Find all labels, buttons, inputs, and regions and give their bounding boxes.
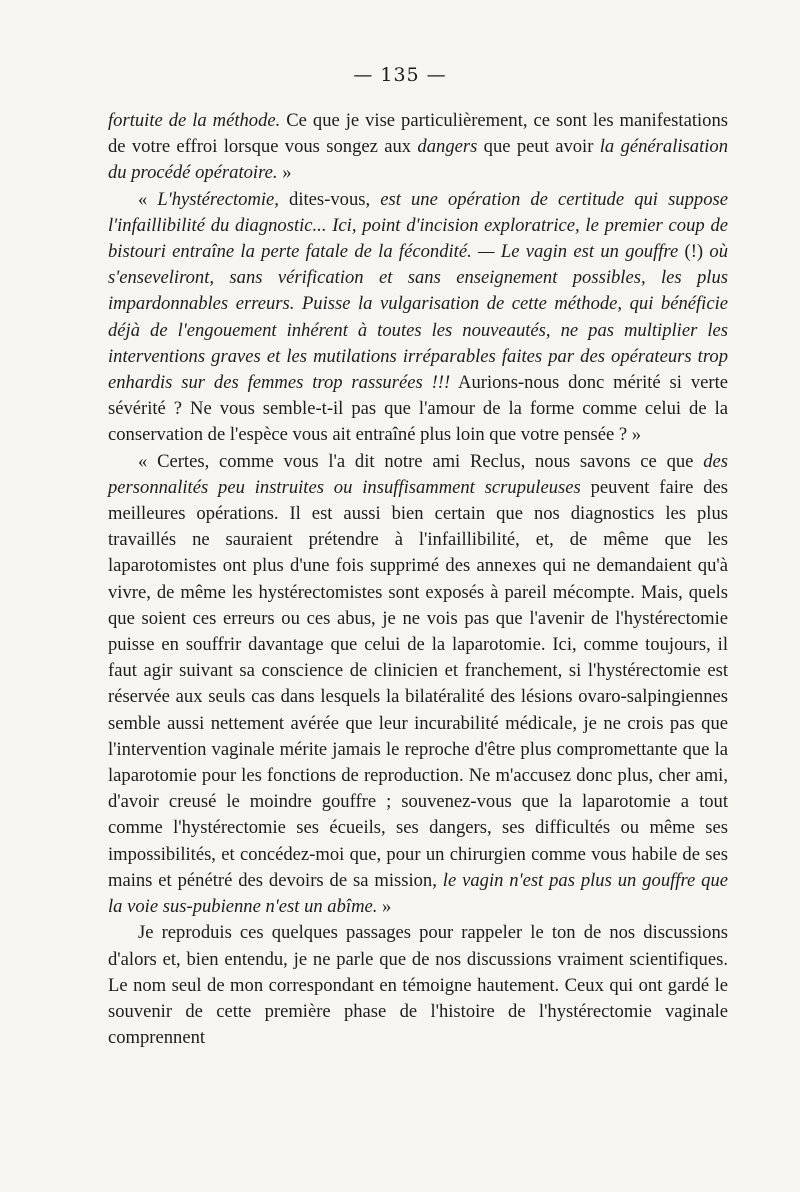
text-span: Ce que je vise particulièrement, ce sont les manifestations de votre effroi lorsque vous songez aux: [108, 110, 728, 158]
paragraph: [108, 187, 728, 449]
text-span: Aurions-nous donc mérité si verte sévérité ? Ne vous semble-t-il pas que l'amour de la forme comme celui de la conservation de l'espèce vous ait entraîné plus loin que votre pensée ? »: [108, 372, 728, 446]
paragraph: [108, 449, 728, 921]
text-span: «: [138, 188, 158, 210]
paragraph: [108, 920, 728, 1051]
text-italic: dangers: [417, 136, 478, 158]
text-italic: la généralisation du procédé opératoire.: [108, 136, 728, 184]
body-text: [108, 108, 728, 1051]
text-span: que peut avoir: [477, 136, 600, 158]
text-span: « Certes, comme vous l'a dit notre ami Reclus, nous savons ce que: [138, 450, 704, 472]
text-span: peuvent faire des meilleures opérations. Il est aussi bien certain que nos diagnostics les plus travaillés ne sauraient prétendre à l'infaillibilité, et, de même que les laparotomistes ont plus d'une fois supprimé des annexes qui ne demandaient qu'à vivre, de même les hystérectomistes sont exposés à pareil mécompte. Mais, quels que soient ces erreurs ou ces abus, je ne vois pas que l'avenir de l'hystérectomie puisse en souffrir davantage que celui de la laparotomie. Ici, comme toujours, il faut agir suivant sa conscience de clinicien et franchement, si l'hystérectomie est réservée aux seuls cas dans lesquels la bilatéralité des lésions ovaro-salpingiennes semble aussi nettement avérée que leur incurabilité médicale, je ne crois pas que l'intervention vaginale mérite jamais le reproche d'être plus compromettante que la laparotomie pour les fonctions de reproduction. Ne m'accusez donc plus, cher ami, d'avoir creusé le moindre gouffre ; souvenez-vous que la laparotomie a tout comme l'hystérectomie ses écueils, ses dangers, ses difficultés ou même ses impossibilités, et concédez-moi que, pour un chirurgien comme vous habile de ses mains et pénétré des devoirs de sa mission,: [108, 476, 728, 891]
text-span: (!): [678, 241, 710, 263]
text-italic: le vagin n'est pas plus un gouffre que la voie sus-pubienne n'est un abîme.: [108, 869, 728, 918]
text-italic: des personnalités peu instruites ou insuffisamment scrupuleuses: [108, 450, 728, 498]
text-italic: L'hystérectomie,: [157, 188, 279, 210]
text-italic: fortuite de la méthode.: [108, 110, 281, 131]
text-italic: est une opération de certitude qui suppose l'infaillibilité du diagnostic... Ici, point d'incision exploratrice, le premier coup de bistouri entraîne la perte fatale de la fécondité. — Le vagin est un gouffre: [108, 188, 728, 263]
page-number: — 135 —: [353, 64, 447, 86]
text-span: »: [377, 896, 392, 918]
paragraph: [108, 108, 728, 187]
text-span: dites-vous,: [278, 188, 381, 210]
text-span: »: [277, 162, 292, 184]
text-italic: où s'enseveliront, sans vérification et sans enseignement possibles, les plus impardonnables erreurs. Puisse la vulgarisation de cette méthode, qui bénéficie déjà de l'engouement inhérent à toutes les nouveautés, ne pas multiplier les interventions graves et les mutilations irréparables faites par des opérateurs trop enhardis sur des femmes trop rassurées !!!: [108, 241, 729, 394]
text-span: Je reproduis ces quelques passages pour rappeler le ton de nos discussions d'alors et, bien entendu, je ne parle que de nos discussions vraiment scientifiques. Le nom seul de mon correspondant en témoigne hautement. Ceux qui ont gardé le souvenir de cette première phase de l'histoire de l'hystérectomie vaginale comprennent: [108, 922, 728, 1049]
